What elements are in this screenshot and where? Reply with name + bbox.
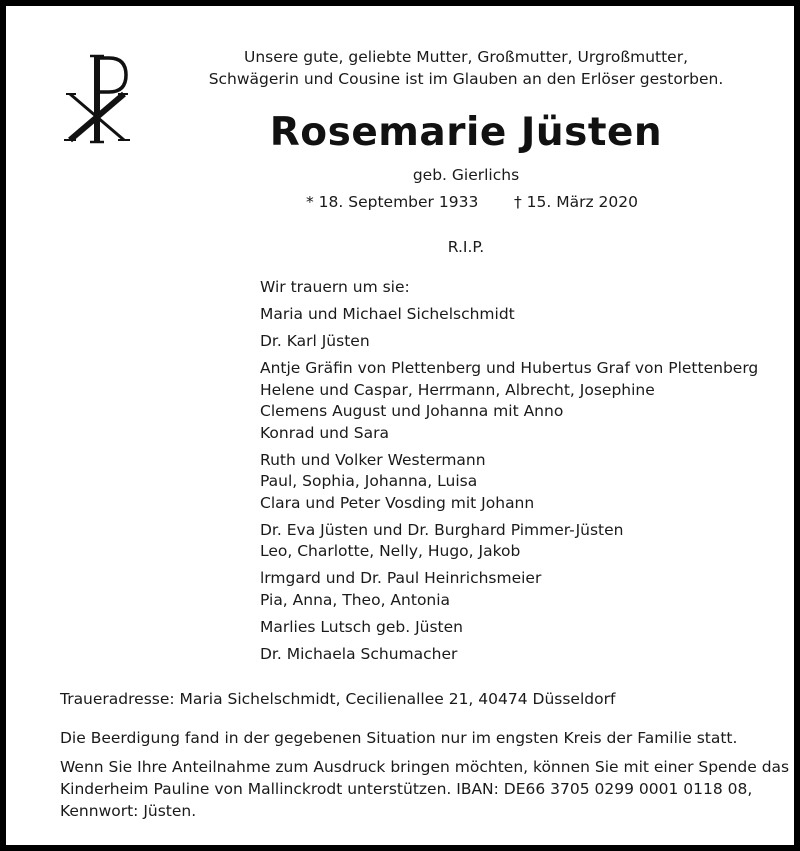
- donation-line: Wenn Sie Ihre Anteilnahme zum Ausdruck bringen möchten, können Sie mit einer Spende das: [60, 758, 790, 776]
- mourner-group: [260, 568, 780, 611]
- mourner-line: Leo, Charlotte, Nelly, Hugo, Jakob: [260, 542, 521, 560]
- mourner-line: Pia, Anna, Theo, Antonia: [260, 590, 451, 609]
- mourners-list: [260, 277, 780, 671]
- mourning-address: Traueradresse: Maria Sichelschmidt, Cecilienallee 21, 40474 Düsseldorf: [60, 690, 616, 708]
- mourners-heading: Wir trauern um sie:: [260, 278, 410, 296]
- donation-line: Kinderheim Pauline von Mallinckrodt unterstützen. IBAN: DE66 3705 0299 0001 0118 08,: [60, 780, 753, 798]
- mourner-line: Paul, Sophia, Johanna, Luisa: [260, 472, 478, 490]
- mourner-line: Konrad und Sara: [260, 423, 389, 442]
- mourner-line: Dr. Karl Jüsten: [260, 332, 370, 350]
- mourner-group: [260, 331, 780, 353]
- mourner-group: [260, 644, 780, 666]
- intro-text: [166, 46, 766, 90]
- intro-line: Schwägerin und Cousine ist im Glauben an den Erlöser gestorben.: [208, 70, 724, 88]
- mourner-group: [260, 358, 780, 444]
- mourner-group: [260, 520, 780, 563]
- mourner-line: Antje Gräfin von Plettenberg und Hubertus Graf von Plettenberg: [260, 359, 759, 377]
- mourner-line: Helene und Caspar, Herrmann, Albrecht, Josephine: [260, 380, 655, 399]
- mourner-line: Clara und Peter Vosding mit Johann: [260, 493, 535, 512]
- deceased-name: Rosemarie Jüsten: [269, 110, 663, 155]
- mourner-line: Clemens August und Johanna mit Anno: [260, 402, 564, 420]
- mourner-line: Dr. Michaela Schumacher: [260, 644, 458, 663]
- mourner-line: lrmgard und Dr. Paul Heinrichsmeier: [260, 569, 542, 587]
- donation-note: [60, 756, 790, 822]
- mourner-line: Maria und Michael Sichelschmidt: [260, 305, 515, 323]
- birth-name: geb. Gierlichs: [412, 166, 520, 184]
- mourner-group: [260, 450, 780, 515]
- intro-line: Unsere gute, geliebte Mutter, Großmutter, Urgroßmutter,: [243, 48, 689, 66]
- chi-rho-icon: [64, 52, 130, 144]
- mourner-line: Marlies Lutsch geb. Jüsten: [260, 617, 463, 636]
- mourner-line: Ruth und Volker Westermann: [260, 450, 486, 469]
- donation-line: Kennwort: Jüsten.: [60, 802, 197, 820]
- mourner-line: Dr. Eva Jüsten und Dr. Burghard Pimmer-Jüsten: [260, 520, 624, 539]
- funeral-note: Die Beerdigung fand in der gegebenen Situation nur im engsten Kreis der Familie statt.: [60, 729, 738, 747]
- mourner-group: [260, 304, 780, 326]
- mourner-group: [260, 617, 780, 639]
- rip-text: R.I.P.: [447, 238, 485, 256]
- death-date: † 15. März 2020: [514, 193, 639, 211]
- birth-date: * 18. September 1933: [306, 193, 479, 211]
